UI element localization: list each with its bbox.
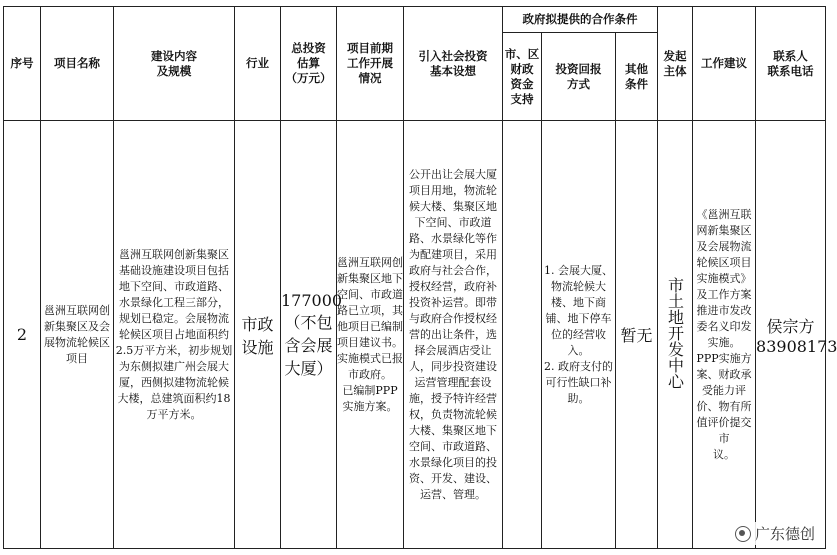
cell-contact: 侯宗方 83908173 bbox=[756, 121, 826, 549]
cell-industry: 市政 设施 bbox=[235, 121, 281, 549]
header-name: 项目名称 bbox=[41, 7, 114, 121]
header-social-investment: 引入社会投资 基本设想 bbox=[404, 7, 503, 121]
header-content: 建设内容 及规模 bbox=[114, 7, 235, 121]
header-suggestion: 工作建议 bbox=[693, 7, 756, 121]
header-other-conditions: 其他 条件 bbox=[616, 33, 658, 121]
cell-seq: 2 bbox=[4, 121, 41, 549]
table-row bbox=[4, 121, 826, 549]
cell-gov-fund bbox=[503, 121, 542, 549]
header-investment: 总投资 估算 （万元） bbox=[281, 7, 337, 121]
cell-investment: 177000 （不包 含会展 大厦） bbox=[281, 121, 337, 549]
header-gov-fund: 市、区 财政 资金 支持 bbox=[503, 33, 542, 121]
cell-return-method: 1. 会展大厦、物流轮候大楼、地下商铺、地下停车位的经营收入。 2. 政府支付的可行性缺口补助。 bbox=[542, 121, 616, 549]
header-preliminary: 项目前期 工作开展 情况 bbox=[337, 7, 404, 121]
header-contact: 联系人 联系电话 bbox=[756, 7, 826, 121]
header-return-method: 投资回报 方式 bbox=[542, 33, 616, 121]
cell-sponsor: 市土地开发中心 bbox=[658, 121, 693, 549]
cell-content: 邕洲互联网创新集聚区基础设施建设项目包括地下空间、市政道路、水景绿化工程三部分，规划已稳定。会展物流轮候区项目占地面积约2.5万平方米，初步规划为东侧拟建广州会展大厦，西侧拟建物流轮候大楼，总建筑面积约18万平方米。 bbox=[114, 121, 235, 549]
watermark bbox=[732, 522, 818, 545]
cell-social-investment: 公开出让会展大厦项目用地，物流轮候大楼、集聚区地下空间、市政道路、水景绿化等作为配建项目，采用政府与社会合作，授权经营，政府补投资补运营。即带与政府合作授权经营的出让条件，选择会展酒店受让人，同步投资建设运营管理配套设施，授予特许经营权，负责物流轮候大楼、集聚区地下空间、市政道路、水景绿化项目的投资、开发、建设、运营、管理。 bbox=[404, 121, 503, 549]
wechat-icon bbox=[735, 526, 751, 542]
project-table bbox=[3, 6, 837, 549]
watermark-text: 广东德创 bbox=[754, 525, 815, 543]
header-row-1 bbox=[4, 7, 826, 33]
cell-suggestion: 《邕洲互联网新集聚区及会展物流轮候区项目实施模式》及工作方案推进市发改委名义印发实施。 PPP实施方案、财政承受能力评价、物有所值评价提交市 议。 bbox=[693, 121, 756, 549]
header-sponsor: 发起 主体 bbox=[658, 7, 693, 121]
cell-preliminary: 邕洲互联网创新集聚区地下空间、市政道路已立项，其他项目已编制项目建议书。实施模式已报市政府。 已编制PPP实施方案。 bbox=[337, 121, 404, 549]
cell-name: 邕洲互联网创新集聚区及会展物流轮候区项目 bbox=[41, 121, 114, 549]
header-gov-conditions: 政府拟提供的合作条件 bbox=[503, 7, 658, 33]
header-industry: 行业 bbox=[235, 7, 281, 121]
cell-other-conditions: 暂无 bbox=[616, 121, 658, 549]
header-seq: 序号 bbox=[4, 7, 41, 121]
